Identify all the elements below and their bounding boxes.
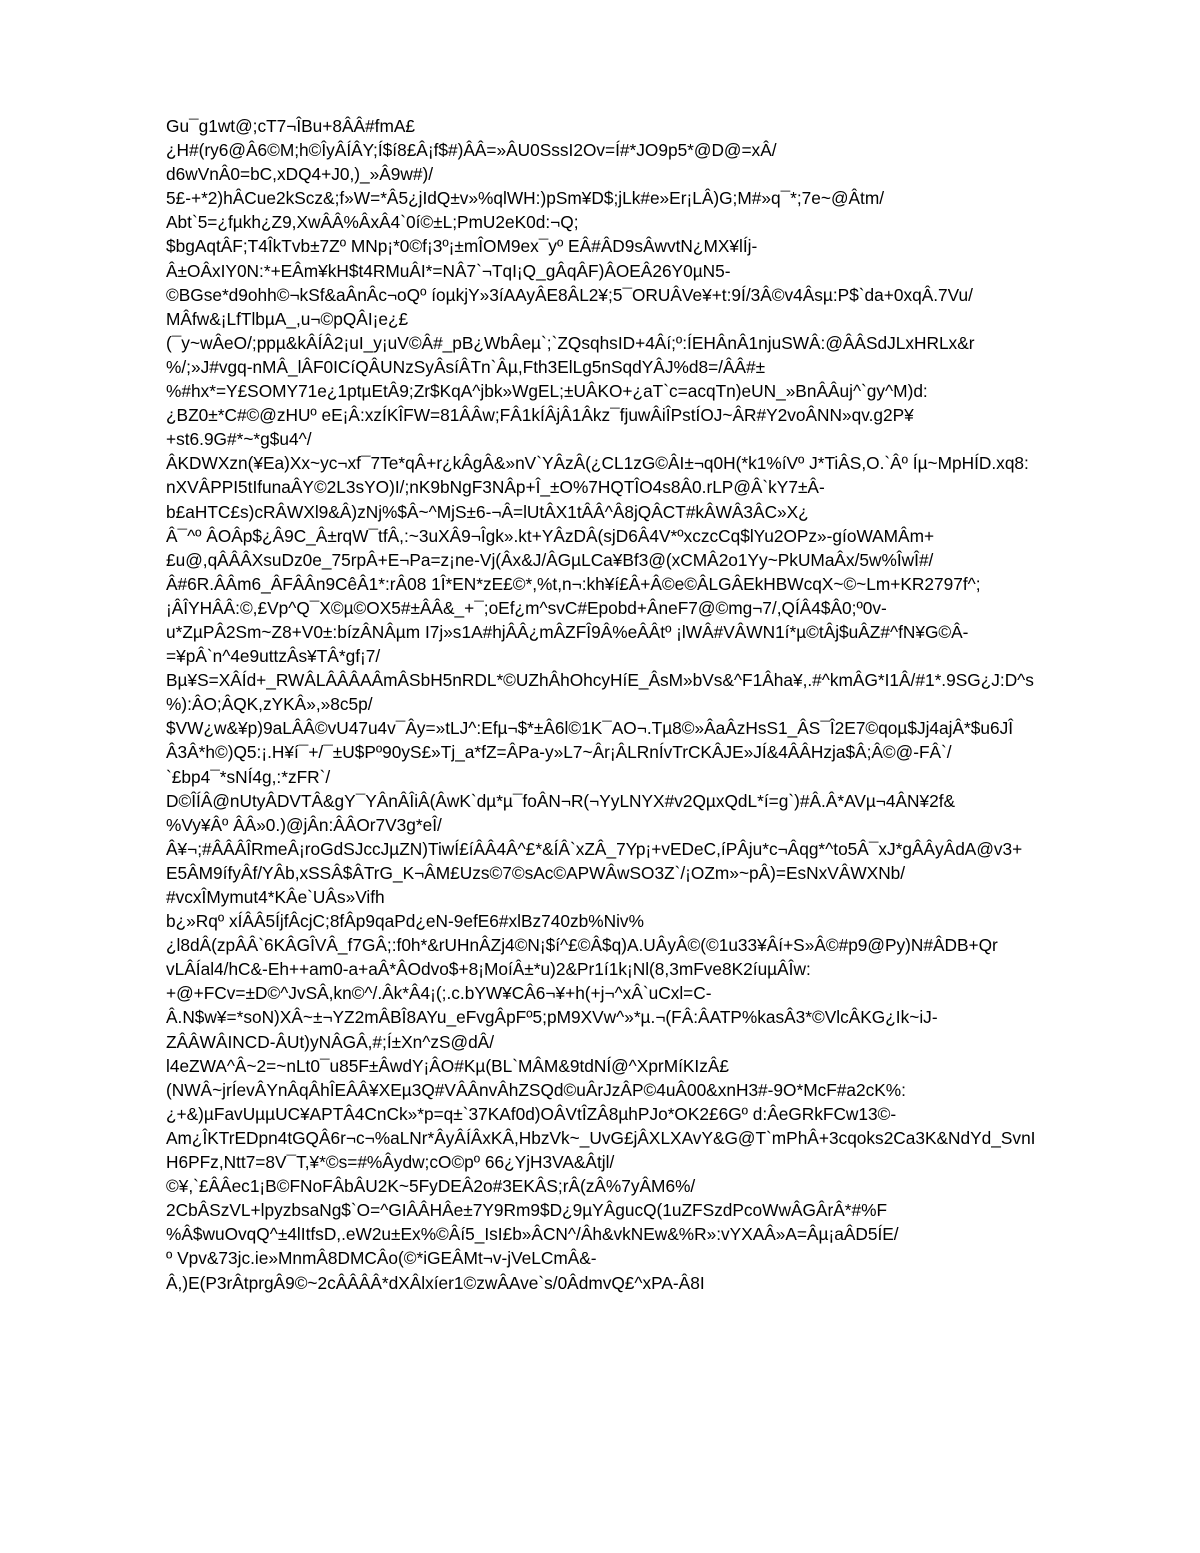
text-line: `£bp4¯*sNÍ4g,:*zFR`/ <box>166 766 331 787</box>
text-line: (NWÂ~jrÍevÂYnÂqÂhÎEÂÂ¥XEµ3Q#VÂÂnvÂhZSQd©uÂrJzÂP©4uÂ00&xnH3#-9O*McF#a2cK%: <box>166 1079 906 1100</box>
text-line: Abt`5=¿fµkh¿Z9,XwÂÂ%ÂxÂ4`0í©±L;PmU2eK0d:¬Q; <box>166 212 579 233</box>
text-line: %):ÂO;ÂQK,zYKÂ»,»8c5p/ <box>166 694 373 715</box>
text-line: ¿l8dÂ(zpÂÂ`6KÂGÎVÂ_f7GÂ;:f0h*&rUHnÂZj4©N¡$í^£©Â$q)A.UÂyÂ©(©1u33¥Âí+S»Â©#p9@Py)N#ÂDB+Qr <box>166 935 998 956</box>
text-line: d6wVnÂ0=bC,xDQ4+J0,)_»Â9w#)/ <box>166 164 434 185</box>
text-line: nXVÂPPI5tIfunaÂY©2L3sYO)I/;nK9bNgF3NÂp+Î_±O%7HQTÎO4s8Â0.rLP@Â`kY7±Â- <box>166 477 825 498</box>
text-line: Â¯^º ÂOÂp$¿Â9C_Â±rqW¯tfÂ,:~3uXÂ9¬Îgk».kt+YÂzDÂ(sjD6Â4V*ºxczcCq$lYu2OPz»-gíoWAMÂm+ <box>166 525 935 546</box>
text-line: Â±OÂxIY0N:*+EÂm¥kH$t4RMuÂI*=NÂ7`¬TqI¡Q_gÂqÂF)ÂOEÂ26Y0µN5- <box>166 260 731 281</box>
text-line: D©ÎÍÂ@nUtyÂDVTÂ&gY¯YÂnÂÎiÂ(ÂwK`dµ*µ¯foÂN¬R(¬YyLNYX#v2QµxQdL*í=g`)#Â.Â*AVµ¬4ÂN¥2f& <box>166 790 956 811</box>
text-line: +@+FCv=±D©^JvSÂ,kn©^/.Âk*Â4¡(;.c.bYW¥CÂ6¬¥+h(+j¬^xÂ`uCxl=C- <box>166 983 712 1004</box>
text-line: ÂKDWXzn(¥Ea)Xx~yc¬xf¯7Te*qÂ+r¿kÂgÂ&»nV`YÂzÂ(¿CL1zG©ÂI±¬q0H(*k1%íVº J*TiÂS,O.`Âº Íµ~MpHÍD.xq8: <box>166 453 1029 474</box>
text-line: b£aHTC£s)cRÂWXl9&Â)zNj%$Â~^MjS±6-¬Â=lUtÂX1tÂÂ^Â8jQÂCT#kÂWÂ3ÂC»X¿ <box>166 501 809 522</box>
text-line: $VW¿w&¥p)9aLÂÂ©vU47u4v¯Ây=»tLJ^:Efµ¬$*±Â6l©1K¯AO¬.Tµ8©»ÂaÂzHsS1_ÂS¯Î2E7©qoµ$Jj4ajÂ*$u6JÎ <box>166 718 1014 739</box>
text-line: vLÂÍal4/hC&-Eh++am0-a+aÂ*ÂOdvo$+8¡MoíÂ±*u)2&Pr1í1k¡Nl(8,3mFve8K2íuµÂÎw: <box>166 959 811 980</box>
text-line: Â,)E(P3rÂtprgÂ9©~2cÂÂÂÂ*dXÂlxíer1©zwÂAve`s/0ÂdmvQ£^xPA-Â8I <box>166 1272 705 1293</box>
text-line: $bgAqtÂF;T4ÎkTvb±7Zº MNp¡*0©f¡3º¡±mÎOM9ex¯yº EÂ#ÂD9sÂwvtN¿MX¥lÍj- <box>166 236 758 257</box>
text-line: E5ÂM9ífyÂf/YÂb,xSSÂ$ÂTrG_K¬ÂM£Uzs©7©sAc©APWÂwSO3Z`/¡OZm»~pÂ)=EsNxVÂWXNb/ <box>166 862 906 883</box>
text-line: ¿BZ0±*C#©@zHUº eE¡Â:xzÍKÎFW=81ÂÂw;FÂ1kÍÂjÂ1Âkz¯fjuwÂiÎPstÍOJ~ÂR#Y2voÂNN»qv.g2P¥ <box>166 405 914 426</box>
text-line: %Â$wuOvqQ^±4lItfsD,.eW2u±Ex%©Âí5_IsI£b»ÂCN^/Âh&vkNEw&%R»:vYXAÂ»A=Âµ¡aÂD5ÍE/ <box>166 1224 899 1245</box>
text-line: l4eZWA^Â~2=~nLt0¯u85F±ÂwdY¡ÂO#Kµ(BL`MÂM&9tdNÍ@^XprMíKIzÂ£ <box>166 1055 729 1076</box>
text-line: Â3Â*h©)Q5:¡.H¥í¯+/¯±U$Pº90yS£»Tj_a*fZ=ÂPa-y»L7~Âr¡ÂLRnÍvTrCKÂJE»JÍ&4ÂÂHzja$Â;Â©@-FÂ`/ <box>166 742 952 763</box>
text-line: ©BGse*d9ohh©¬kSf&aÂnÂc¬oQº íoµkjY»3íAAyÂE8ÂL2¥;5¯ORUÂVe¥+t:9Í/3Â©v4Âsµ:P$`da+0xqÂ.7Vu/ <box>166 284 973 305</box>
text-line: Â.N$w¥=*soN)XÂ~±¬YZ2mÂBÎ8AYu_eFvgÂpFº5;pM9XVw^»*µ.¬(FÂ:ÂATP%kasÂ3*©VlcÂKG¿Ik~iJ- <box>166 1007 938 1028</box>
text-line: £u@,qÂÂÂXsuDz0e_75rpÂ+E¬Pa=z¡ne-Vj(Âx&J/ÂGµLCa¥Bf3@(xCMÂ2o1Yy~PkUMaÂx/5w%ÎwÎ#/ <box>166 549 934 570</box>
text-line: Â¥¬;#ÂÂÂÎRmeÂ¡roGdSJccJµZN)TiwÍ£íÂÂ4Â^£*&ÍÂ`xZÂ_7Yp¡+vEDeC,íPÂju*c¬Âqg*^to5Â¯xJ*gÂÂyÂdA@v3+ <box>166 838 1023 859</box>
text-line: Gu¯g1wt@;cT7¬ÎBu+8ÂÂ#fmA£ <box>166 116 415 136</box>
text-line: ¿H#(ry6@Â6©M;h©ÎyÂÍÂY;Í$í8£Â¡f$#)ÂÂ=»ÂU0SssI2Ov=Í#*JO9p5*@D@=xÂ/ <box>166 140 777 161</box>
text-line: 2CbÂSzVL+lpyzbsaNg$`O=^GIÂÂHÂe±7Y9Rm9$D¿9µYÂgucQ(1uZFSzdPcoWwÂGÂrÂ*#%F <box>166 1200 887 1221</box>
text-line: %/;»J#vgq-nMÂ_lÂF0ICíQÂUNzSyÂsíÂTn`Âµ,Fth3ElLg5nSqdYÂJ%d8=/ÂÂ#± <box>166 356 766 377</box>
text-line: Am¿ÎKTrEDpn4tGQÂ6r¬c¬%aLNr*ÂyÂÍÂxKÂ,HbzVk~_UvG£jÂXLXAvY&G@T`mPhÂ+3cqoks2Ca3K&NdYd_SvnI <box>166 1127 1036 1148</box>
document-body <box>166 114 1126 1295</box>
text-line: 5£-+*2)hÂCue2kScz&;f»W=*Â5¿jIdQ±v»%qlWH:)pSm¥D$;jLk#e»Er¡LÂ)G;M#»q¯*;7e~@Âtm/ <box>166 188 885 209</box>
text-line: Bµ¥S=XÂÍd+_RWÂLÂÂÂAÂmÂSbH5nRDL*©UZhÂhOhcyHíE_ÂsM»bVs&^F1Âha¥,.#^kmÂG*I1Â/#1*.9SG¿J:D^s <box>166 670 1034 691</box>
text-line: %Vy¥Âº ÂÂ»0.)@jÂn:ÂÂOr7V3g*eÎ/ <box>166 814 442 835</box>
text-line: ZÂÂWÂINCD-ÂUt)yNÂGÂ,#;Í±Xn^zS@dÂ/ <box>166 1031 495 1052</box>
text-line: (¯y~wÂeO/;ppµ&kÂÍÂ2¡uI_y¡uV©Â#_pB¿WbÂeµ`;`ZQsqhsID+4Âí;º:ÍEHÂnÂ1njuSWÂ:@ÂÂSdJLxHRLx&r <box>166 332 975 353</box>
text-line: Â#6R.ÂÂm6_ÂFÂÂn9CêÂ1*:rÂ08 1Î*EN*zE£©*,%t,n¬:kh¥í£Â+Â©e©ÂLGÂEkHBWcqX~©~Lm+KR2797f^; <box>166 573 981 594</box>
text-line: º Vpv&73jc.ie»MnmÂ8DMCÂo(©*iGEÂMt¬v-jVeLCmÂ&- <box>166 1248 597 1269</box>
text-line: #vcxÎMymut4*KÂe`UÂs»Vifh <box>166 887 385 907</box>
text-line: ¿+&)µFavUµµUC¥APTÂ4CnCk»*p=q±`37KAf0d)OÂVtÎZÂ8µhPJo*OK2£6Gº d:ÂeGRkFCw13©- <box>166 1103 897 1124</box>
text-line: MÂfw&¡LfTlbµA_,u¬©pQÂI¡e¿£ <box>166 308 409 329</box>
text-line: ¡ÂÎYHÂÂ:©,£Vp^Q¯X©µ©OX5#±ÂÂ&_+¯;oEf¿m^svC#Epobd+ÂneF7@©mg¬7/,QÍÂ4$Â0;º0v- <box>166 597 887 618</box>
text-line: H6PFz,Ntt7=8V¯T,¥*©s=#%Âydw;cO©pº 66¿YjH3VA&Âtjl/ <box>166 1152 615 1173</box>
text-line: =¥pÂ`n^4e9uttzÂs¥TÂ*gf¡7/ <box>166 646 381 667</box>
text-line: %#hx*=Y£SOMY71e¿1ptµEtÂ9;Zr$KqA^jbk»WgEL;±UÂKO+¿aT`c=acqTn)eUN_»BnÂÂuj^`gy^M)d: <box>166 381 928 402</box>
text-line: u*ZµPÂ2Sm~Z8+V0±:bízÂNÂµm I7j»s1A#hjÂÂ¿mÂZFÎ9Â%eÂÂtº ¡lWÂ#VÂWN1í*µ©tÂj$uÂZ#^fN¥G©Â- <box>166 621 969 642</box>
text-line: b¿»Rqº xÍÂÂ5ÍjfÂcjC;8fÂp9qaPd¿eN-9efE6#xlBz740zb%Niv% <box>166 911 644 932</box>
text-line: ©¥,`£ÂÂec1¡B©FNoFÂbÂU2K~5FyDEÂ2o#3EKÂS;rÂ(zÂ%7yÂM6%/ <box>166 1176 696 1197</box>
text-line: +st6.9G#*~*g$u4^/ <box>166 429 312 450</box>
